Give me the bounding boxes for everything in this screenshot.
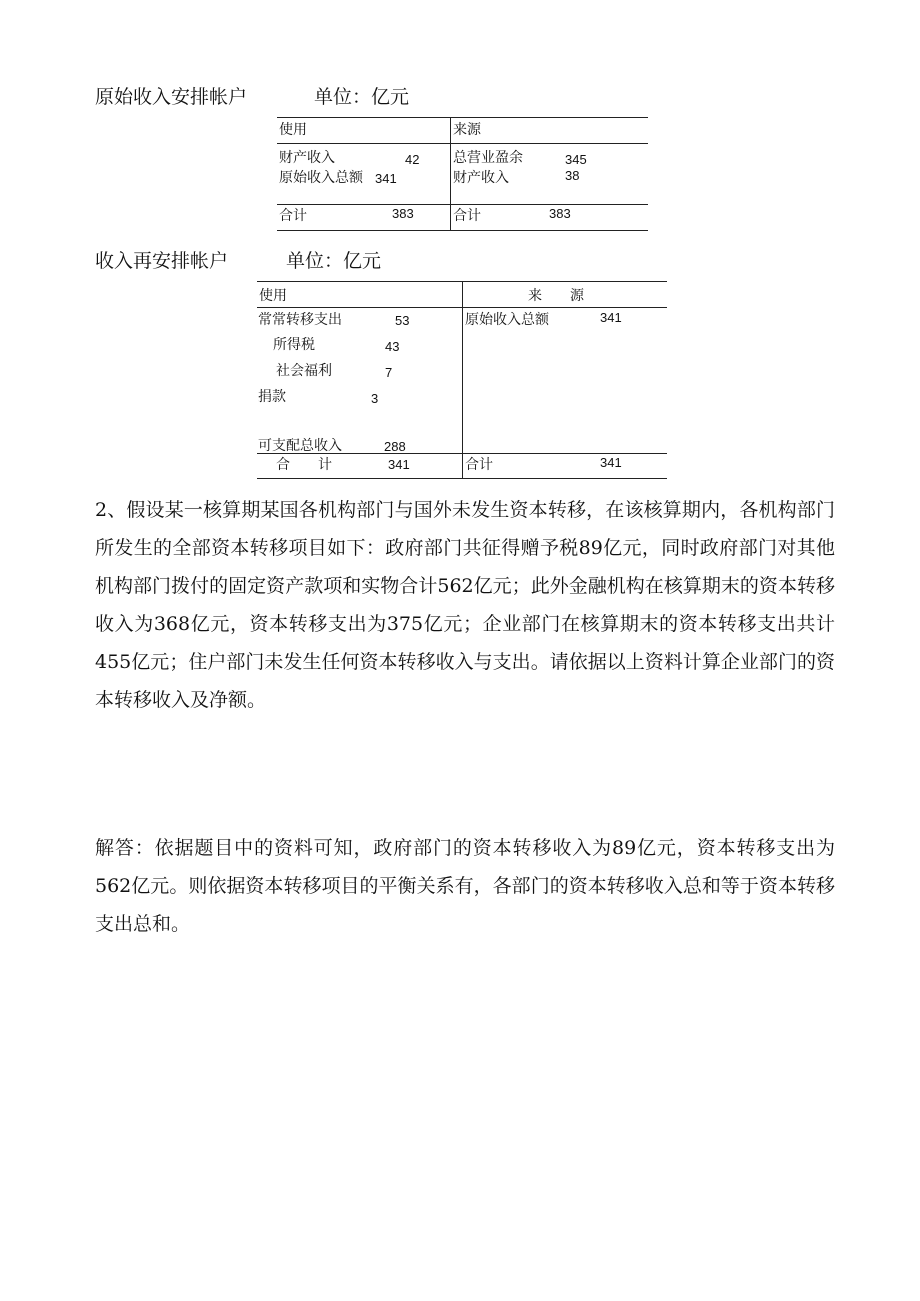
table2-title: 收入再安排帐户 bbox=[95, 250, 229, 272]
table2-source-total: 341 bbox=[600, 455, 622, 470]
table1-divider bbox=[450, 117, 451, 230]
table2-use-label: 可支配总收入 bbox=[258, 438, 342, 454]
table1-source-value: 38 bbox=[565, 168, 580, 183]
table2-use-label: 社会福利 bbox=[276, 363, 332, 379]
table2-unit: 单位：亿元 bbox=[286, 250, 382, 272]
table1-title: 原始收入安排帐户 bbox=[95, 86, 248, 108]
table2-divider bbox=[462, 281, 463, 478]
table1-bottom-rule bbox=[277, 230, 648, 231]
table1-source-total: 383 bbox=[549, 206, 571, 221]
table2-source-header: 来 源 bbox=[528, 288, 584, 304]
table1-use-total-label: 合计 bbox=[279, 208, 307, 224]
table2-use-value: 7 bbox=[385, 365, 393, 380]
table1-total-rule bbox=[277, 204, 648, 205]
table2-use-header: 使用 bbox=[259, 288, 287, 304]
table2-use-value: 53 bbox=[395, 313, 410, 328]
table1-use-total: 383 bbox=[392, 206, 414, 221]
table1-unit: 单位：亿元 bbox=[314, 86, 410, 108]
table1-source-label: 财产收入 bbox=[453, 170, 509, 186]
table2-source-label: 原始收入总额 bbox=[465, 312, 549, 328]
table2-use-total-label: 合 计 bbox=[276, 457, 332, 473]
question-paragraph: 2、假设某一核算期某国各机构部门与国外未发生资本转移，在该核算期内，各机构部门所发生的全部资本转移项目如下：政府部门共征得赠予税89亿元，同时政府部门对其他机构部门拨付的固定资产款项和实物合计562亿元；此外金融机构在核算期末的资本转移收入为368亿元，资本转移支出为375亿元；企业部门在核算期末的资本转移支出共计455亿元；住户部门未发生任何资本转移收入与支出。请依据以上资料计算企业部门的资本转移收入及净额。 bbox=[95, 499, 835, 711]
table1-use-value: 341 bbox=[375, 171, 397, 186]
table1-use-value: 42 bbox=[405, 152, 420, 167]
table2-use-value: 3 bbox=[371, 391, 379, 406]
table1-source-header: 来源 bbox=[453, 122, 481, 138]
table2-source-value: 341 bbox=[600, 310, 622, 325]
table2-use-label: 所得税 bbox=[273, 337, 315, 353]
table2-source-total-label: 合计 bbox=[465, 457, 493, 473]
answer-paragraph: 解答：依据题目中的资料可知，政府部门的资本转移收入为89亿元，资本转移支出为562亿元。则依据资本转移项目的平衡关系有，各部门的资本转移收入总和等于资本转移支出总和。 bbox=[95, 837, 835, 935]
table2-use-value: 288 bbox=[384, 439, 406, 454]
table1-use-label: 原始收入总额 bbox=[279, 170, 363, 186]
table1-use-label: 财产收入 bbox=[279, 150, 335, 166]
table2-use-label: 捐款 bbox=[258, 389, 286, 405]
table1-header-rule bbox=[277, 143, 648, 144]
table2-use-total: 341 bbox=[388, 457, 410, 472]
table2-bottom-rule bbox=[257, 478, 667, 479]
table2-use-label: 常常转移支出 bbox=[258, 312, 342, 328]
table1-source-label: 总营业盈余 bbox=[453, 150, 523, 166]
table1-top-rule bbox=[277, 117, 648, 118]
table1-use-header: 使用 bbox=[279, 122, 307, 138]
table1-source-total-label: 合计 bbox=[453, 208, 481, 224]
table2-use-value: 43 bbox=[385, 339, 400, 354]
table1-source-value: 345 bbox=[565, 152, 587, 167]
